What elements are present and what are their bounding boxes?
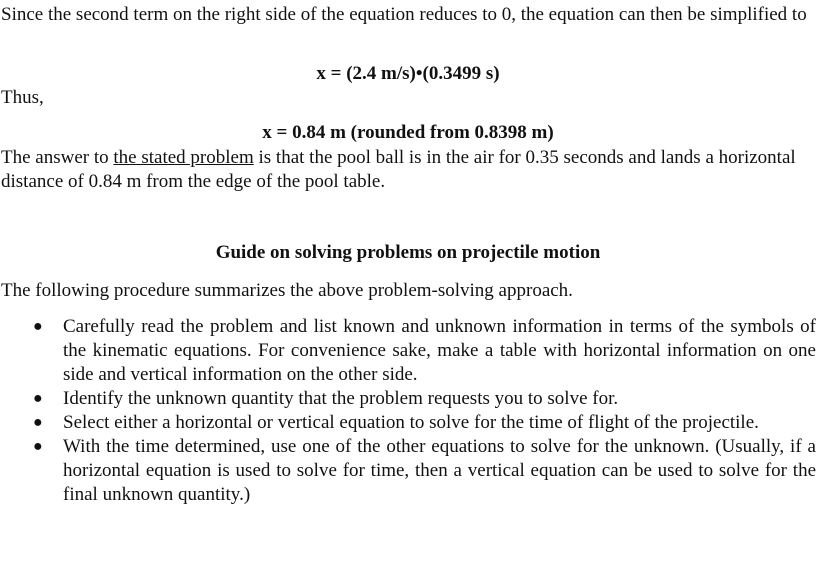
- summary-paragraph: The following procedure summarizes the above problem-solving approach.: [1, 280, 573, 301]
- list-item-text: Identify the unknown quantity that the problem requests you to solve for.: [63, 388, 619, 409]
- list-item: [0, 435, 816, 507]
- list-item: [0, 387, 816, 411]
- stated-problem-link[interactable]: the stated problem: [113, 147, 254, 168]
- section-heading: Guide on solving problems on projectile motion: [215, 242, 601, 263]
- thus-text: Thus,: [1, 87, 44, 108]
- equation-2: x = 0.84 m (rounded from 0.8398 m): [262, 122, 554, 143]
- procedure-list: [0, 315, 816, 507]
- intro-paragraph: Since the second term on the right side of the equation reduces to 0, the equation can then be simplified to: [1, 4, 807, 25]
- bullet-icon: ●: [33, 414, 43, 431]
- bullet-icon: ●: [33, 438, 43, 455]
- equation-1: x = (2.4 m/s)•(0.3499 s): [316, 63, 500, 84]
- list-item-text: With the time determined, use one of the other equations to solve for the unknown. (Usually, if a horizontal equation is used to solve for time, then a vertical equation can be used to solve for the final unknown quantity.): [63, 436, 816, 505]
- bullet-icon: ●: [33, 390, 43, 407]
- answer-text-after: is that the pool ball is in the air for 0.35 seconds and lands a horizontal distance of 0.84 m from the edge of the pool table.: [1, 147, 796, 192]
- answer-text-before: The answer to: [1, 147, 114, 168]
- list-item-text: Carefully read the problem and list known and unknown information in terms of the symbols of the kinematic equations. For convenience sake, make a table with horizontal information on one side and vertical information on the other side.: [63, 316, 816, 385]
- list-item-text: Select either a horizontal or vertical equation to solve for the time of flight of the projectile.: [63, 412, 759, 433]
- answer-paragraph: [1, 146, 815, 194]
- bullet-icon: ●: [33, 318, 43, 335]
- list-item: [0, 411, 816, 435]
- list-item: [0, 315, 816, 387]
